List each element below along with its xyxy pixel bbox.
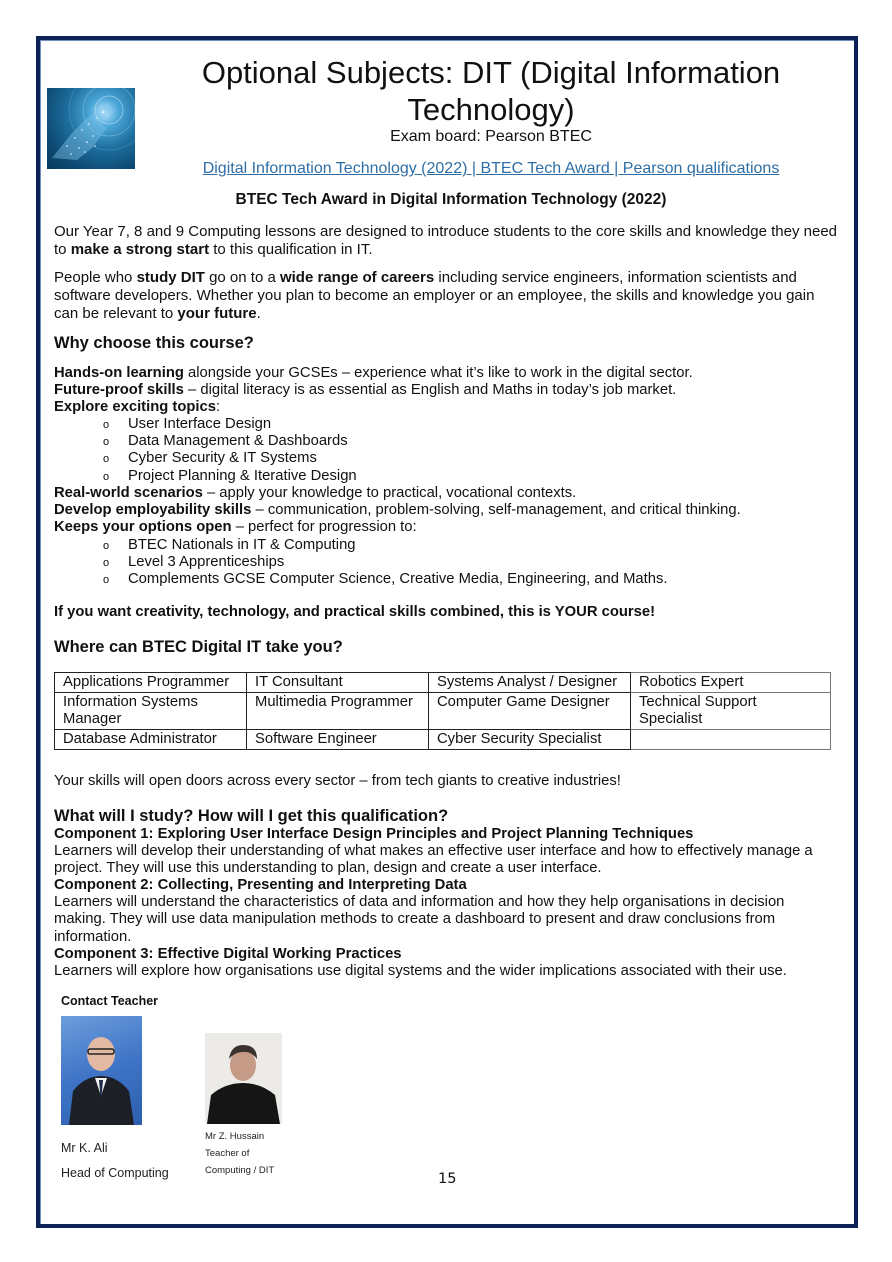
exam-board: Exam board: Pearson BTEC	[390, 128, 592, 145]
topic-text: Cyber Security & IT Systems	[128, 450, 317, 466]
career-cell: Software Engineer	[247, 730, 429, 750]
teacher-name: Mr Z. Hussain	[205, 1131, 265, 1142]
component-text: project. They will use this understanding to plan, design and create a user interface.	[54, 860, 602, 876]
qualification-subtitle: BTEC Tech Award in Digital Information Technology (2022)	[235, 191, 667, 208]
point-title: Hands-on learning	[54, 365, 184, 381]
topic-item	[103, 450, 317, 468]
point-text: alongside your GCSEs – experience what it’s like to work in the digital sector.	[183, 365, 693, 381]
emphasis: your future	[177, 305, 257, 322]
emphasis: make a strong start	[70, 241, 210, 258]
person-icon	[61, 1016, 142, 1125]
emphasis: wide range of careers	[279, 269, 435, 286]
component-title: Component 1: Exploring User Interface Design Principles and Project Planning Techniques	[54, 826, 694, 842]
circle-bullet-icon: o	[103, 557, 110, 569]
intro-line: Our Year 7, 8 and 9 Computing lessons are designed to introduce students to the core skills and knowledge they need	[54, 223, 838, 240]
text: go on to a	[204, 269, 280, 286]
intro-line	[54, 269, 844, 287]
topic-item	[103, 416, 271, 434]
career-cell: Multimedia Programmer	[247, 693, 429, 730]
circle-bullet-icon: o	[103, 471, 110, 483]
careers-heading: Where can BTEC Digital IT take you?	[54, 638, 343, 656]
component-title: Component 3: Effective Digital Working Practices	[54, 946, 402, 962]
career-cell: Applications Programmer	[55, 673, 247, 693]
teacher-role: Computing / DIT	[205, 1165, 275, 1176]
logo-graphic	[47, 88, 135, 169]
career-cell: Systems Analyst / Designer	[429, 673, 631, 693]
topic-item	[103, 468, 357, 486]
why-point	[54, 519, 417, 536]
page-frame	[36, 36, 858, 1228]
why-heading: Why choose this course?	[54, 334, 254, 352]
text: to this qualification in IT.	[209, 241, 373, 258]
career-cell: Technical Support Specialist	[631, 693, 831, 730]
why-point	[54, 365, 693, 382]
career-cell: Information Systems Manager	[55, 693, 247, 730]
intro-paragraph-2	[54, 269, 844, 323]
careers-table	[54, 672, 831, 750]
circle-bullet-icon: o	[103, 453, 110, 465]
circle-bullet-icon: o	[103, 436, 110, 448]
progression-item	[103, 554, 284, 572]
point-title: Real-world scenarios	[54, 485, 203, 501]
text: .	[256, 305, 261, 322]
text: including service engineers, information scientists and	[434, 269, 797, 286]
intro-line	[54, 305, 844, 323]
career-cell: Database Administrator	[55, 730, 247, 750]
point-text: :	[216, 399, 221, 415]
page-title-line-2: Technology)	[407, 92, 575, 127]
component-text: Learners will develop their understanding of what makes an effective user interface and how to effectively manage a	[54, 843, 813, 859]
why-point	[54, 382, 676, 399]
why-point	[54, 502, 741, 519]
teacher-role: Head of Computing	[61, 1166, 169, 1180]
table-row	[55, 730, 831, 750]
topic-text: Data Management & Dashboards	[128, 433, 348, 449]
point-title: Develop employability skills	[54, 502, 252, 518]
intro-line	[54, 241, 844, 259]
point-title: Future-proof skills	[54, 382, 184, 398]
progression-text: Level 3 Apprenticeships	[128, 554, 285, 570]
component-text: making. They will use data manipulation methods to create a dashboard to present and draw conclusions from	[54, 911, 776, 927]
point-title: Keeps your options open	[54, 519, 232, 535]
digital-hand-image	[47, 88, 135, 169]
point-text: – perfect for progression to:	[231, 519, 417, 535]
topic-text: Project Planning & Iterative Design	[128, 468, 357, 484]
why-point	[54, 399, 220, 416]
topic-item	[103, 433, 348, 451]
career-cell: Robotics Expert	[631, 673, 831, 693]
text: to	[54, 241, 71, 258]
circle-bullet-icon: o	[103, 419, 110, 431]
page-title-line-1: Optional Subjects: DIT (Digital Information	[201, 55, 781, 90]
why-point	[54, 485, 576, 502]
progression-text: Complements GCSE Computer Science, Creative Media, Engineering, and Maths.	[128, 571, 668, 587]
page-number: 15	[438, 1171, 457, 1187]
table-row	[55, 673, 831, 693]
intro-paragraph-1	[54, 223, 844, 259]
teacher-photo-hussain	[205, 1033, 282, 1124]
point-text: – apply your knowledge to practical, vocational contexts.	[202, 485, 577, 501]
career-cell: IT Consultant	[247, 673, 429, 693]
study-heading: What will I study? How will I get this qualification?	[54, 807, 449, 825]
point-text: – digital literacy is as essential as English and Maths in today’s job market.	[183, 382, 677, 398]
point-title: Explore exciting topics	[54, 399, 216, 415]
table-row	[55, 693, 831, 730]
intro-line: software developers. Whether you plan to become an employer or an employee, the skills and knowledge you gain	[54, 287, 815, 304]
page-title	[140, 54, 842, 128]
person-icon	[205, 1033, 282, 1124]
topic-text: User Interface Design	[128, 416, 272, 432]
career-cell: Cyber Security Specialist	[429, 730, 631, 750]
component-title: Component 2: Collecting, Presenting and Interpreting Data	[54, 877, 467, 893]
career-cell: Computer Game Designer	[429, 693, 631, 730]
circle-bullet-icon: o	[103, 540, 110, 552]
pearson-qualification-link[interactable]: Digital Information Technology (2022) | BTEC Tech Award | Pearson qualifications	[202, 160, 780, 177]
teacher-photo-ali	[61, 1016, 142, 1125]
circle-bullet-icon: o	[103, 574, 110, 586]
emphasis: study DIT	[136, 269, 205, 286]
component-text: Learners will understand the characteristics of data and information and how they help organisations in decision	[54, 894, 785, 910]
component-text: Learners will explore how organisations use digital systems and the wider implications associated with their use.	[54, 963, 787, 979]
progression-text: BTEC Nationals in IT & Computing	[128, 537, 356, 553]
point-text: – communication, problem-solving, self-management, and critical thinking.	[251, 502, 741, 518]
careers-footer: Your skills will open doors across every sector – from tech giants to creative industries!	[54, 773, 621, 789]
teacher-role: Teacher of	[205, 1148, 250, 1159]
teacher-name: Mr K. Ali	[61, 1141, 108, 1155]
component-text: information.	[54, 929, 132, 945]
course-callout: If you want creativity, technology, and practical skills combined, this is YOUR course!	[54, 604, 656, 620]
contact-heading: Contact Teacher	[61, 994, 159, 1008]
text: People who	[54, 269, 137, 286]
text: can be relevant to	[54, 305, 178, 322]
progression-item	[103, 571, 668, 589]
career-cell	[631, 730, 831, 750]
progression-item	[103, 537, 356, 555]
